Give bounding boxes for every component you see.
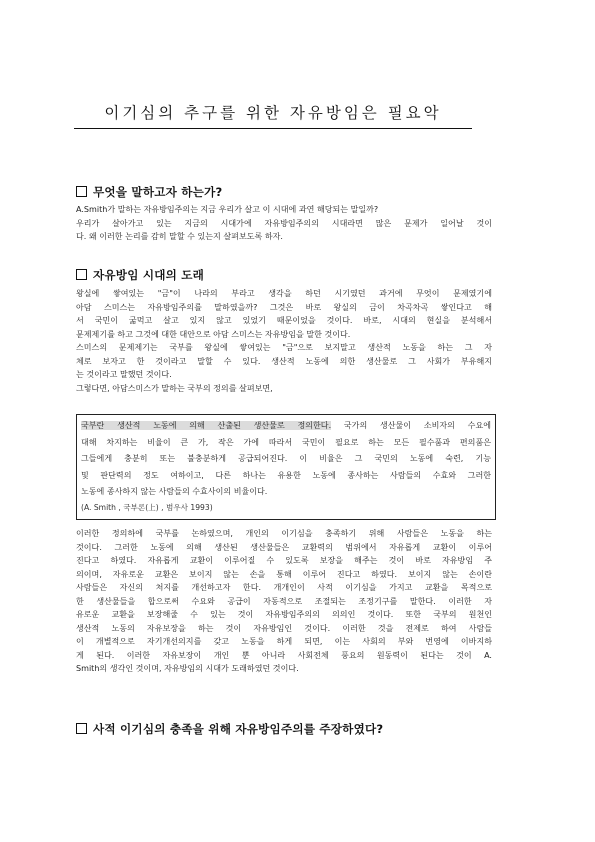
definition-quote-box	[76, 414, 496, 520]
section-heading-2-text: 자유방임 시대의 도래	[93, 268, 205, 282]
paragraph-line: 왕실에 쌓여있는 "금"이 나라의 부라고 생각을 하던 시기였던 과거에 무엇이 문제였기에	[76, 289, 492, 298]
paragraph-line: 것이다. 그러한 노동에 의해 생산된 생산물들은 교환력의 범위에서 자유롭게 교환이 이루어	[76, 542, 492, 552]
document-title: 이기심의 추구를 위한 자유방임은 필요악	[104, 104, 442, 122]
quote-line: 및 판단력의 정도 여하이고, 다른 하나는 유용한 노동에 종사하는 사람들의 수효와 그러한	[81, 470, 491, 480]
section-1-paragraph	[76, 203, 492, 244]
paragraph-line: 체로 보자고 한 것이라고 말할 수 있다. 생산적 노동에 의한 생산물로 그 사회가 부유해지	[76, 356, 492, 366]
checkbox-square-icon	[76, 269, 87, 280]
section-heading-3-text: 사적 이기심의 충족을 위해 자유방임주의를 주장하였다?	[93, 722, 384, 736]
paragraph-line: 아담 스미스는 자유방임주의를 말하였을까? 그것은 바로 왕실의 금이 차곡차곡 쌓인다고 해	[76, 302, 492, 312]
paragraph-line: 유로운 교환을 보장해줄 수 있는 것이 자유방임주의의 의의인 것이다. 또한 국부의 원천인	[76, 610, 492, 620]
quote-line: 노동에 종사하지 않는 사람들의 수효사이의 비율이다.	[81, 487, 268, 497]
highlighted-definition: 국부란 생산적 노동에 의해 산출된 생산물로 정의한다.	[81, 421, 332, 430]
quote-line: 그들에게 충분히 또는 불충분하게 공급되어진다. 이 비율은 그 국민의 노동에 숙련, 기능	[81, 454, 491, 464]
paragraph-line: 의이며, 자유로운 교환은 보이지 않는 손을 통해 이루어 진다고 하였다. 보이지 않는 손이란	[76, 569, 492, 579]
paragraph-line: 다. 왜 이러한 논리를 감히 말할 수 있는지 살펴보도록 하자.	[76, 232, 283, 242]
paragraph-line: 이 개별적으로 자기개선의지를 갖고 노동을 하게 되면, 이는 사회의 부와 번영에 이바지하	[76, 637, 492, 647]
paragraph-line: 이러한 정의하에 국부를 논하였으며, 개인의 이기심을 충족하기 위해 사람들은 노동을 하는	[76, 529, 492, 538]
paragraph-line: 는 것이라고 말했던 것이다.	[76, 370, 172, 380]
quote-line-rest: 국가의 생산물이 소비자의 수요에	[331, 421, 491, 430]
quote-line: 대해 차지하는 비율이 큰 가, 작은 가에 따라서 국민이 필요로 하는 모든 필수품과 편의품은	[81, 437, 491, 447]
paragraph-line: 서 국민이 굶먹고 살고 있지 않고 있었기 때문이었을 것이다. 바로, 시대의 현실을 분석해서	[76, 316, 492, 326]
paragraph-line: 우리가 살아가고 있는 지금의 시대가에 자유방임주의의 시대라면 많은 문제가 일어날 것이	[76, 218, 492, 228]
section-2-paragraph	[76, 287, 492, 395]
paragraph-line: 생산적 노동의 자유보장을 하는 것이 자유방임인 것이다. 이러한 것을 전제로 하여 사람들	[76, 623, 492, 633]
section-heading-1-text: 무엇을 말하고자 하는가?	[93, 185, 223, 199]
paragraph-line: A.Smith가 말하는 자유방임주의는 지금 우리가 살고 이 시대에 과연 해당되는 말일까?	[76, 205, 379, 214]
paragraph-line: 사람들은 자신의 처지를 개선하고자 한다. 개개인이 사적 이기심을 가지고 교환을 목적으로	[76, 583, 492, 593]
paragraph-line: 스미스의 문제제기는 국부를 왕실에 쌓여있는 "금"으로 보지말고 생산적 노동을 하는 그 자	[76, 343, 492, 353]
paragraph-line: 문제제기를 하고 그것에 대한 대안으로 아담 스미스는 자유방임을 말한 것이다.	[76, 329, 351, 339]
section-heading-2	[76, 267, 204, 283]
section-heading-1	[76, 184, 222, 200]
quote-citation: (A. Smith , 국부론(上) , 범우사 1993)	[81, 502, 213, 512]
checkbox-square-icon	[76, 723, 87, 734]
paragraph-line: 그렇다면, 아담스미스가 말하는 국부의 정의를 살펴보면,	[76, 383, 273, 393]
section-2-paragraph-continued	[76, 527, 492, 676]
paragraph-line: Smith의 생각인 것이며, 자유방임의 시대가 도래하였던 것이다.	[76, 664, 299, 674]
title-underline	[74, 128, 472, 129]
paragraph-line: 게 된다. 이러한 자유보장이 개인 뿐 아니라 사회전체 풍요의 원동력이 된다는 것이 A.	[76, 650, 492, 660]
checkbox-square-icon	[76, 186, 87, 197]
quote-line	[81, 418, 491, 435]
section-heading-3	[76, 721, 383, 737]
paragraph-line: 한 생산물들을 합으로써 수요와 공급이 자동적으로 조절되는 조정기구를 말한다. 이러한 자	[76, 596, 492, 606]
paragraph-line: 진다고 하였다. 자유롭게 교환이 이루어질 수 있도록 보장을 해주는 것이 바로 자유방임 주	[76, 556, 492, 566]
